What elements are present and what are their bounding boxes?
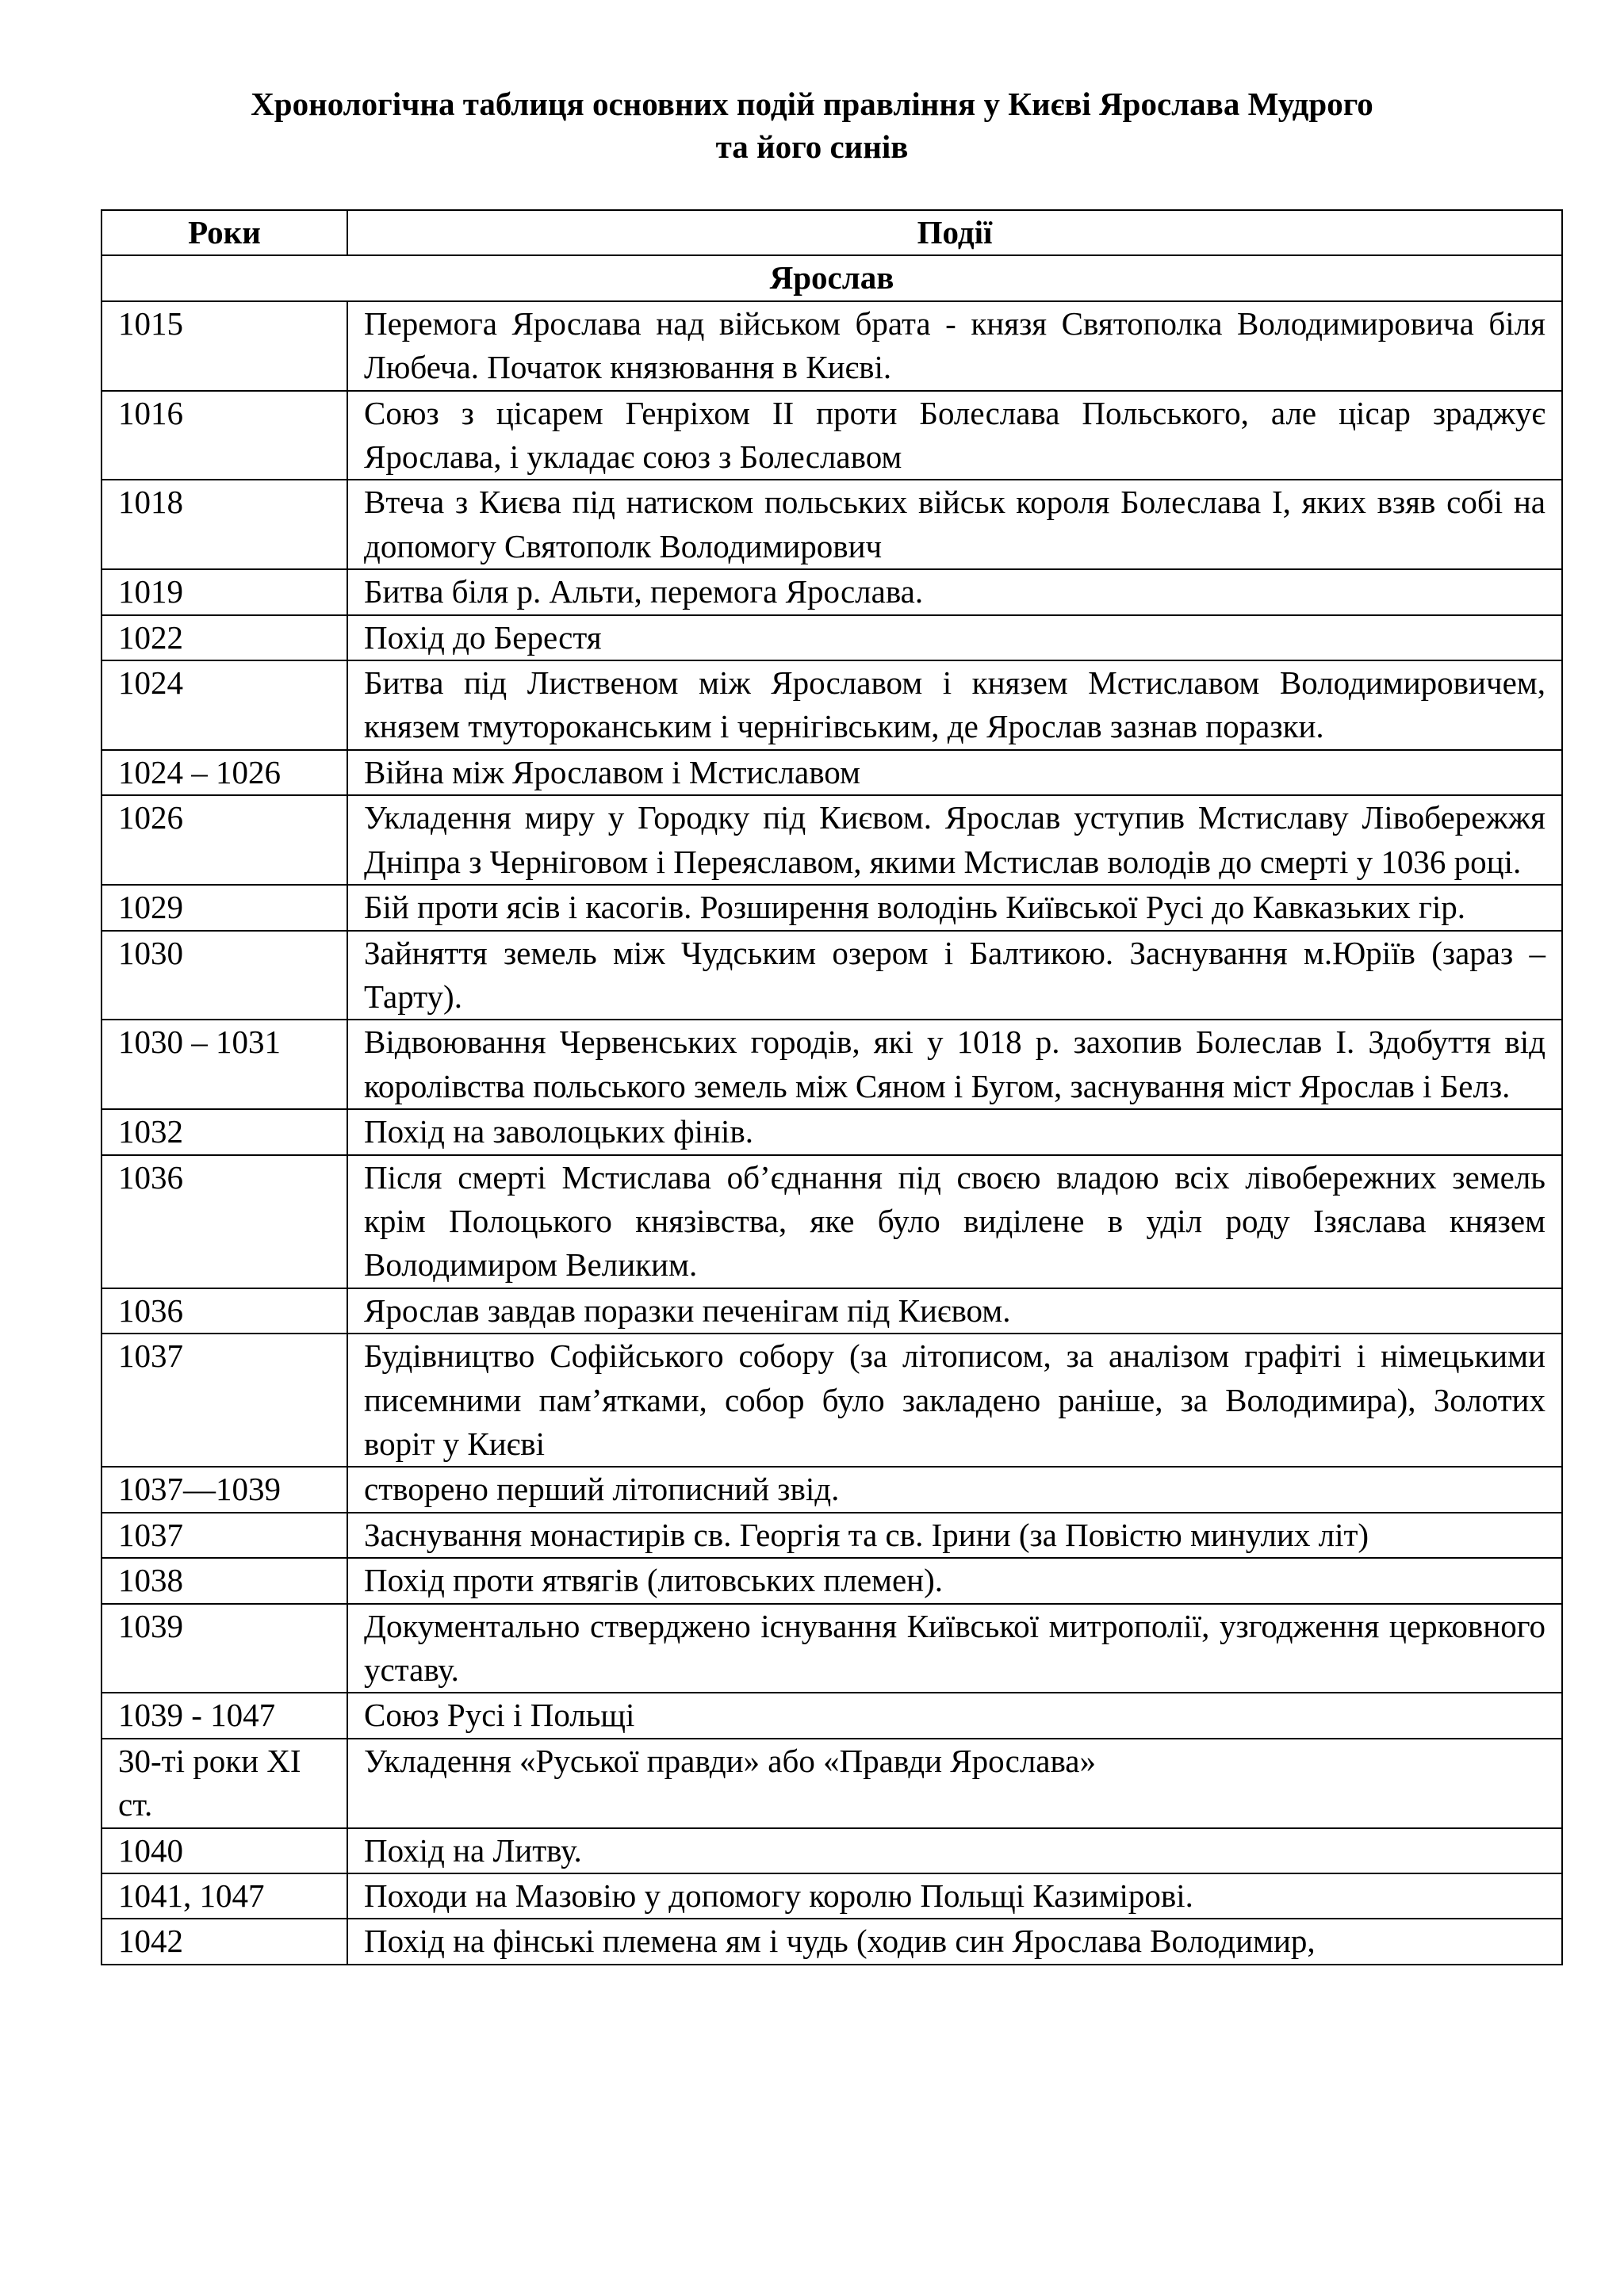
row-years: 1039 - 1047 xyxy=(102,1693,347,1738)
table-header-row xyxy=(102,210,1562,255)
row-event: Бій проти ясів і касогів. Розширення володінь Київської Русі до Кавказьких гір. xyxy=(347,885,1562,930)
row-years: 1042 xyxy=(102,1919,347,1964)
column-header-years: Роки xyxy=(102,210,347,255)
row-event: Після смерті Мстислава об’єднання під своєю владою всіх лівобережних земель крім Полоцького князівства, яке було виділене в уділ роду Ізяслава князем Володимиром Великим. xyxy=(347,1155,1562,1288)
row-years: 1024 – 1026 xyxy=(102,750,347,795)
row-event: Документально стверджено існування Київської митрополії, узгодження церковного уставу. xyxy=(347,1604,1562,1693)
chronology-table xyxy=(101,209,1563,1965)
row-event: Відвоювання Червенських городів, які у 1018 р. захопив Болеслав І. Здобуття від королівства польського земель між Сяном і Бугом, заснування міст Ярослав і Белз. xyxy=(347,1020,1562,1109)
row-years: 1016 xyxy=(102,391,347,480)
row-years: 1018 xyxy=(102,480,347,569)
row-years: 1041, 1047 xyxy=(102,1873,347,1919)
row-years: 1019 xyxy=(102,569,347,614)
row-event: Союз з цісарем Генріхом ІІ проти Болеслава Польського, але цісар зраджує Ярослава, і укладає союз з Болеславом xyxy=(347,391,1562,480)
row-event: Війна між Ярославом і Мстиславом xyxy=(347,750,1562,795)
table-row xyxy=(102,1020,1562,1109)
row-event: Укладення миру у Городку під Києвом. Ярослав уступив Мстиславу Лівобережжя Дніпра з Черніговом і Переяславом, якими Мстислав володів до смерті у 1036 році. xyxy=(347,795,1562,885)
table-row xyxy=(102,1873,1562,1919)
page-title xyxy=(0,82,1624,168)
row-event: Походи на Мазовію у допомогу королю Польщі Казимірові. xyxy=(347,1873,1562,1919)
row-event: Похід на фінські племена ям і чудь (ходив син Ярослава Володимир, xyxy=(347,1919,1562,1964)
row-years: 1032 xyxy=(102,1109,347,1154)
row-years: 30-ті роки XI ст. xyxy=(102,1739,347,1828)
row-years: 1039 xyxy=(102,1604,347,1693)
table-row xyxy=(102,1467,1562,1512)
row-years: 1030 – 1031 xyxy=(102,1020,347,1109)
table-row xyxy=(102,480,1562,569)
row-event: Похід проти ятвягів (литовських племен). xyxy=(347,1558,1562,1603)
section-heading: Ярослав xyxy=(102,255,1562,300)
row-years: 1015 xyxy=(102,301,347,391)
table-row xyxy=(102,1288,1562,1334)
row-event: Втеча з Києва під натиском польських військ короля Болеслава І, яких взяв собі на допомогу Святополк Володимирович xyxy=(347,480,1562,569)
row-event: Будівництво Софійського собору (за літописом, за аналізом графіті і німецькими писемними пам’ятками, собор було закладено раніше, за Володимира), Золотих воріт у Києві xyxy=(347,1334,1562,1467)
row-event: Укладення «Руської правди» або «Правди Ярослава» xyxy=(347,1739,1562,1828)
table-row xyxy=(102,615,1562,660)
table-row xyxy=(102,1919,1562,1964)
row-event: Похід на Литву. xyxy=(347,1828,1562,1873)
row-event: Похід до Берестя xyxy=(347,615,1562,660)
table-row xyxy=(102,750,1562,795)
title-line-1: Хронологічна таблиця основних подій правління у Києві Ярослава Мудрого xyxy=(251,86,1373,122)
table-row xyxy=(102,1693,1562,1738)
row-years: 1040 xyxy=(102,1828,347,1873)
row-event: Битва біля р. Альти, перемога Ярослава. xyxy=(347,569,1562,614)
row-years: 1026 xyxy=(102,795,347,885)
row-years: 1036 xyxy=(102,1155,347,1288)
table-row xyxy=(102,885,1562,930)
row-years: 1036 xyxy=(102,1288,347,1334)
row-event: Зайняття земель між Чудським озером і Балтикою. Заснування м.Юріїв (зараз – Тарту). xyxy=(347,931,1562,1020)
row-years: 1037 xyxy=(102,1334,347,1467)
table-row xyxy=(102,1739,1562,1828)
row-event: Ярослав завдав поразки печенігам під Києвом. xyxy=(347,1288,1562,1334)
row-event: Перемога Ярослава над військом брата - князя Святополка Володимировича біля Любеча. Початок князювання в Києві. xyxy=(347,301,1562,391)
table-row xyxy=(102,1828,1562,1873)
table-row xyxy=(102,301,1562,391)
column-header-events: Події xyxy=(347,210,1562,255)
table-row xyxy=(102,660,1562,750)
table-row xyxy=(102,795,1562,885)
row-years: 1037 xyxy=(102,1513,347,1558)
table-row xyxy=(102,931,1562,1020)
row-years: 1024 xyxy=(102,660,347,750)
row-event: Битва під Лиственом між Ярославом і князем Мстиславом Володимировичем, князем тмутороканським і чернігівським, де Ярослав зазнав поразки. xyxy=(347,660,1562,750)
row-event: Союз Русі і Польщі xyxy=(347,1693,1562,1738)
row-years: 1022 xyxy=(102,615,347,660)
table-row xyxy=(102,1109,1562,1154)
row-years: 1029 xyxy=(102,885,347,930)
row-years: 1030 xyxy=(102,931,347,1020)
section-row xyxy=(102,255,1562,300)
row-years: 1038 xyxy=(102,1558,347,1603)
table-row xyxy=(102,1334,1562,1467)
table-row xyxy=(102,1604,1562,1693)
row-event: Похід на заволоцьких фінів. xyxy=(347,1109,1562,1154)
row-years: 1037—1039 xyxy=(102,1467,347,1512)
row-event: створено перший літописний звід. xyxy=(347,1467,1562,1512)
title-line-2: та його синів xyxy=(715,128,909,165)
table-row xyxy=(102,569,1562,614)
table-row xyxy=(102,1513,1562,1558)
table-row xyxy=(102,391,1562,480)
table-row xyxy=(102,1155,1562,1288)
table-row xyxy=(102,1558,1562,1603)
row-event: Заснування монастирів св. Георгія та св. Ірини (за Повістю минулих літ) xyxy=(347,1513,1562,1558)
